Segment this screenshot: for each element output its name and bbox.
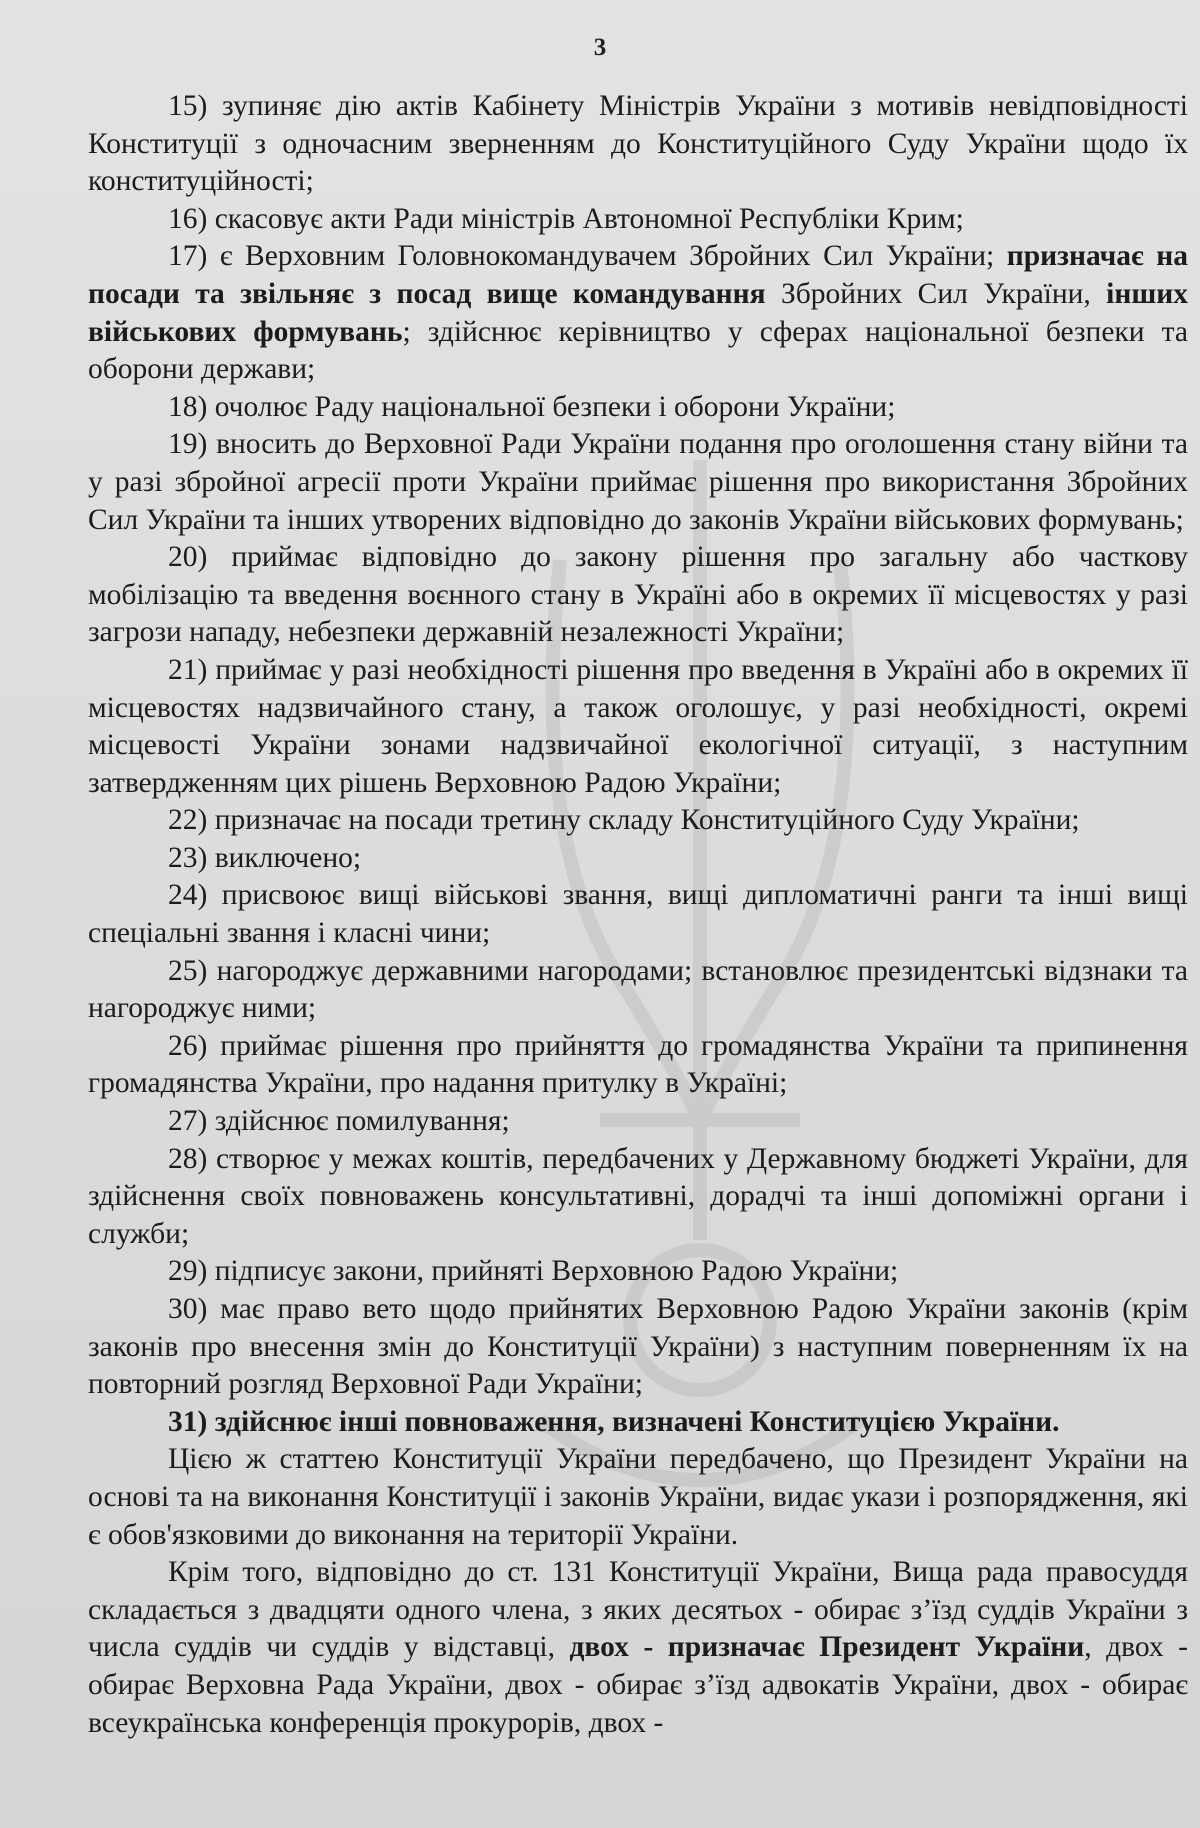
- text-segment: ; здійснює керівництво у сферах національної безпеки та оборони держави;: [88, 315, 1188, 386]
- paragraph: [88, 802, 1188, 840]
- text-segment: 26) приймає рішення про прийняття до громадянства України та припинення громадянства України, про надання притулку в Україні;: [88, 1029, 1188, 1100]
- text-segment: 24) присвоює вищі військові звання, вищі дипломатичні ранги та інші вищі спеціальні звання і класні чини;: [88, 879, 1188, 950]
- text-segment: 23) виключено;: [168, 841, 362, 874]
- text-segment: 15) зупиняє дію актів Кабінету Міністрів України з мотивів невідповідності Конституції з одночасним зверненням до Конституційного Суду України щодо їх конституційності;: [88, 90, 1188, 198]
- paragraph: [88, 389, 1188, 427]
- text-segment: 20) приймає відповідно до закону рішення про загальну або часткову мобілізацію та введення воєнного стану в Україні або в окремих її місцевостях у разі загрози нападу, небезпеки державній незалежності України;: [88, 541, 1188, 649]
- text-segment: 19) вносить до Верховної Ради України подання про оголошення стану війни та у разі збройної агресії проти України приймає рішення про використання Збройних Сил України та інших утворених відповідно до законів України військових формувань;: [88, 428, 1188, 536]
- paragraph: [88, 1291, 1188, 1404]
- paragraph: [88, 1441, 1188, 1554]
- page-number: 3: [593, 34, 607, 61]
- text-segment: Крім того, відповідно до ст. 131 Конституції України, Вища рада правосуддя складається з двадцяти одного члена, з яких десятьох - обирає з’їзд суддів України з числа суддів чи суддів у відставці,: [88, 1556, 1188, 1664]
- paragraph: [88, 840, 1188, 878]
- paragraph: [88, 1141, 1188, 1254]
- text-segment: 22) призначає на посади третину складу Конституційного Суду України;: [168, 804, 1080, 837]
- paragraph: [88, 426, 1188, 539]
- paragraph: [88, 652, 1188, 802]
- paragraph: [88, 238, 1188, 388]
- text-segment: 25) нагороджує державними нагородами; встановлює президентські відзнаки та нагороджує ними;: [88, 954, 1188, 1025]
- text-segment: Збройних Сил України,: [765, 277, 1107, 310]
- text-segment: 17) є Верховним Головнокомандувачем Збройних Сил України;: [168, 240, 1007, 273]
- text-segment: 30) має право вето щодо прийнятих Верховною Радою України законів (крім законів про внесення змін до Конституції України) з наступним поверненням їх на повторний розгляд Верховної Ради України;: [88, 1293, 1188, 1401]
- paragraph: [88, 877, 1188, 952]
- paragraph: [88, 1554, 1188, 1742]
- bold-text-segment: призначає на посади та звільняє з посад вище командування: [88, 240, 1189, 310]
- paragraph: [88, 1404, 1188, 1442]
- paragraph: [88, 1103, 1188, 1141]
- paragraph: [88, 953, 1188, 1028]
- document-body: [88, 88, 1188, 1742]
- text-segment: 18) очолює Раду національної безпеки і оборони України;: [168, 390, 896, 423]
- text-segment: 16) скасовує акти Ради міністрів Автономної Республіки Крим;: [168, 202, 964, 235]
- text-segment: , двох - обирає Верховна Рада України, двох - обирає з’їзд адвокатів України, двох - обирає всеукраїнська конференція прокурорів, двох -: [88, 1631, 1188, 1739]
- paragraph: [88, 201, 1188, 239]
- paragraph: [88, 1253, 1188, 1291]
- text-segment: 28) створює у межах коштів, передбачених у Державному бюджеті України, для здійснення своїх повноважень консультативні, дорадчі та інші допоміжні органи і служби;: [88, 1142, 1188, 1250]
- paragraph: [88, 88, 1188, 201]
- paragraph: [88, 539, 1188, 652]
- text-segment: 27) здійснює помилування;: [168, 1105, 510, 1138]
- text-segment: 21) приймає у разі необхідності рішення про введення в Україні або в окремих її місцевостях надзвичайного стану, а також оголошує, у разі необхідності, окремі місцевості України зонами надзвичайної екологічної ситуації, з наступним затвердженням цих рішень Верховною Радою України;: [88, 653, 1188, 799]
- text-segment: Цією ж статтею Конституції України передбачено, що Президент України на основі та на виконання Конституції і законів України, видає укази і розпорядження, які є обов'язковими до виконання на території України.: [88, 1443, 1188, 1551]
- bold-text-segment: інших військових формувань: [88, 277, 1188, 348]
- bold-text-segment: двох - призначає Президент України: [569, 1631, 1085, 1664]
- paragraph: [88, 1028, 1188, 1103]
- text-segment: 29) підписує закони, прийняті Верховною Радою України;: [168, 1255, 899, 1288]
- bold-text-segment: 31) здійснює інші повноваження, визначені Конституцією України.: [168, 1405, 1060, 1438]
